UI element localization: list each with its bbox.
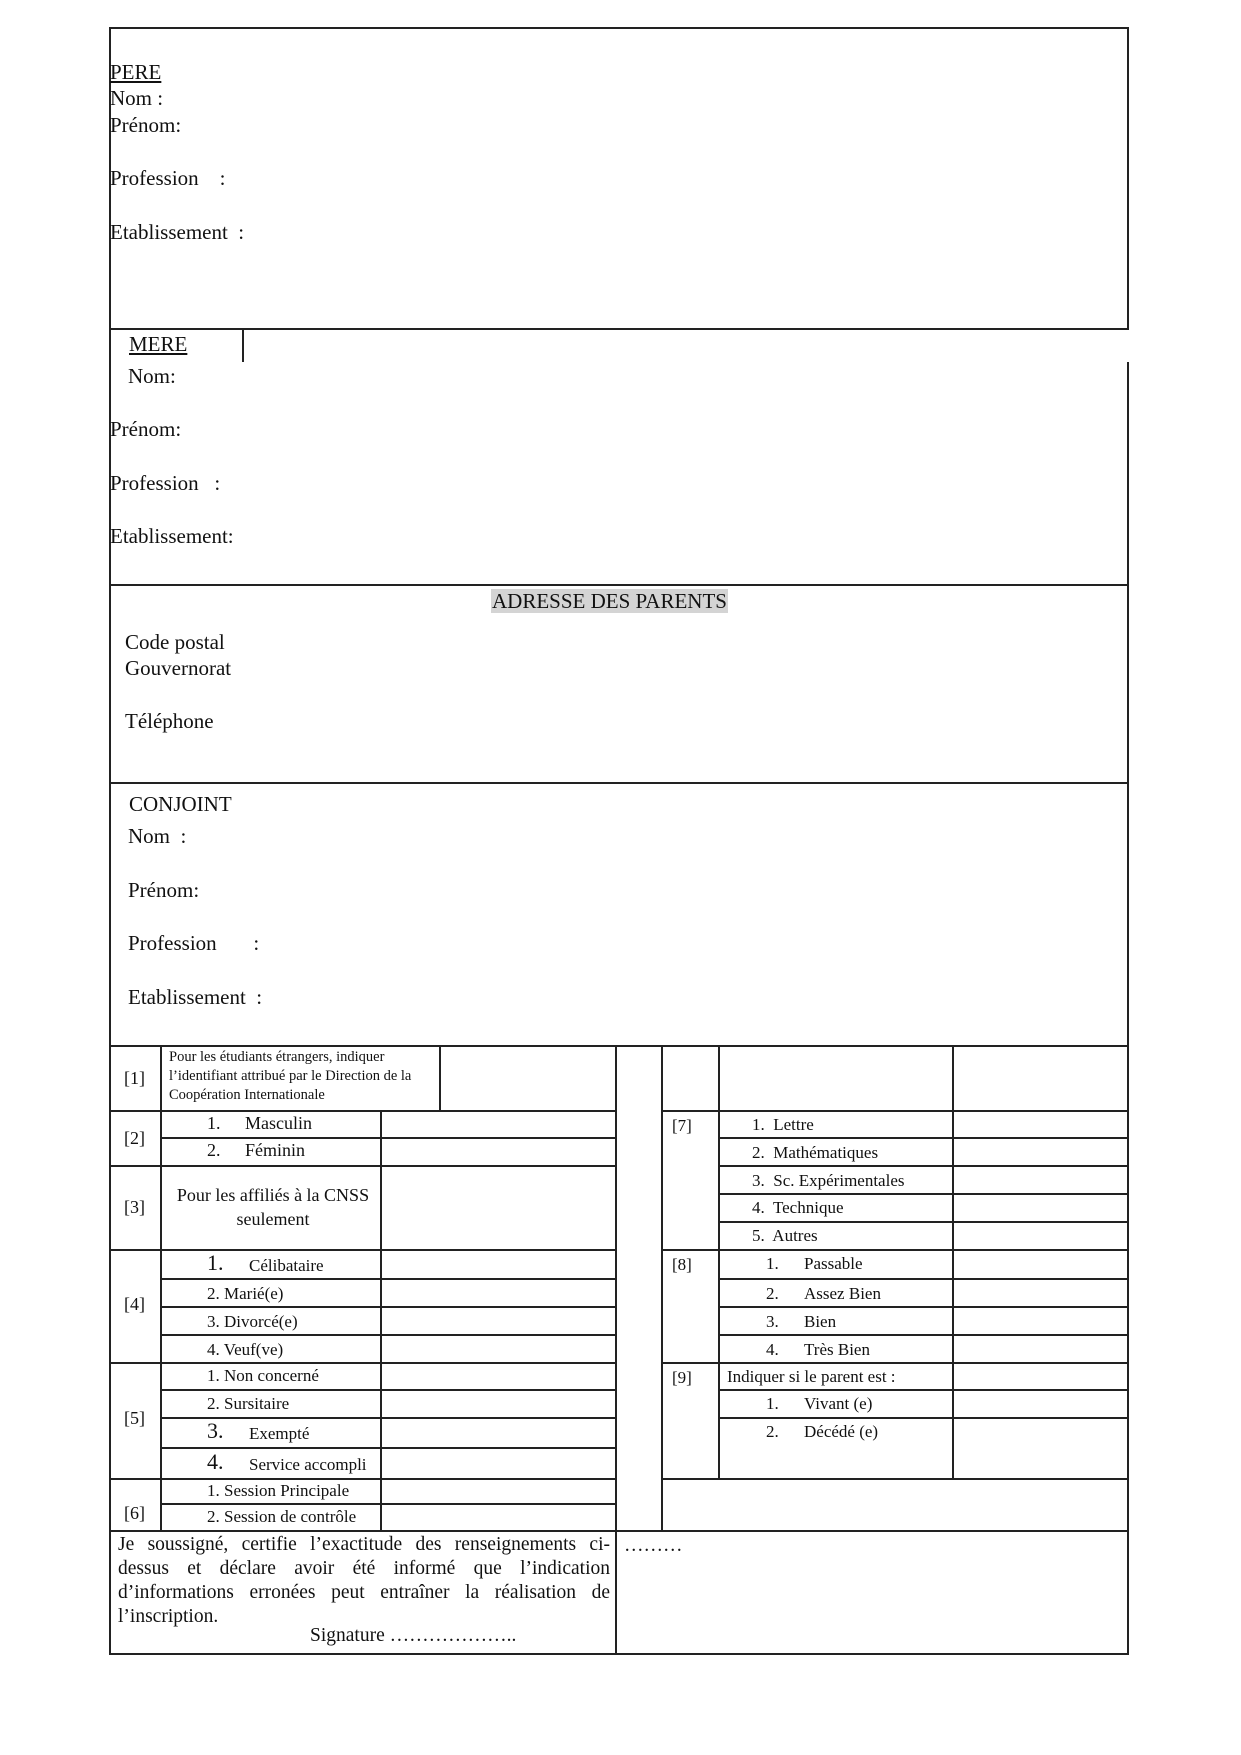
mere-etablissement-label: Etablissement:: [110, 524, 234, 548]
code-7-opt3: 3. Sc. Expérimentales: [752, 1171, 905, 1190]
code-9-opt2: Décédé (e): [804, 1422, 879, 1441]
declaration-dots: ………: [624, 1535, 683, 1556]
code-2-opt2: Féminin: [245, 1140, 306, 1160]
code-6-opt1: 1. Session Principale: [207, 1481, 350, 1500]
code-4-opt1-num: 1.: [207, 1250, 224, 1275]
code-9-opt1-num: 1.: [766, 1394, 779, 1413]
conjoint-prenom-label: Prénom:: [128, 878, 200, 902]
code-4-opt4: 4. Veuf(ve): [207, 1340, 284, 1359]
mere-title: MERE: [129, 332, 188, 356]
code-7-opt5: 5. Autres: [752, 1226, 818, 1245]
pere-prenom-label: Prénom:: [110, 113, 182, 137]
code-8-opt4: Très Bien: [804, 1340, 870, 1359]
code-9-opt2-num: 2.: [766, 1422, 779, 1441]
adresse-title: ADRESSE DES PARENTS: [492, 589, 727, 613]
code-5-opt1: 1. Non concerné: [207, 1366, 319, 1385]
conjoint-profession-label: Profession :: [128, 931, 260, 955]
code-6-opt2: 2. Session de contrôle: [207, 1507, 357, 1526]
code-8-opt3-num: 3.: [766, 1312, 779, 1331]
code-3-text: Pour les affiliés à la CNSS seulement: [176, 1185, 370, 1229]
code-5-opt4-num: 4.: [207, 1449, 224, 1474]
code-5-opt4: Service accompli: [249, 1455, 367, 1474]
code-2-opt2-num: 2.: [207, 1140, 221, 1160]
code-8-opt2-num: 2.: [766, 1284, 779, 1303]
gouvernorat-label: Gouvernorat: [125, 656, 232, 680]
conjoint-etablissement-label: Etablissement :: [128, 985, 263, 1009]
code-9-opt1: Vivant (e): [804, 1394, 873, 1413]
code-5-opt2: 2. Sursitaire: [207, 1394, 290, 1413]
declaration-text: Je soussigné, certifie l’exactitude des renseignements ci-dessus et déclare avoir été informé que l’indication d’informations erronées peut entraîner la réalisation de l’inscription.: [118, 1534, 610, 1627]
code-5-label: [5]: [124, 1408, 145, 1428]
code-8-opt2: Assez Bien: [804, 1284, 881, 1303]
code-postal-label: Code postal: [125, 630, 225, 654]
code-2-opt1: Masculin: [245, 1113, 312, 1133]
pere-nom-label: Nom :: [110, 86, 164, 110]
telephone-label: Téléphone: [125, 709, 214, 733]
code-4-opt3: 3. Divorcé(e): [207, 1312, 298, 1331]
conjoint-nom-label: Nom :: [128, 824, 187, 848]
code-6-label: [6]: [124, 1503, 145, 1523]
code-8-label: [8]: [672, 1255, 692, 1274]
code-4-label: [4]: [124, 1294, 145, 1314]
code-7-opt4: 4. Technique: [752, 1198, 844, 1217]
code-7-label: [7]: [672, 1116, 692, 1135]
code-8-opt1-num: 1.: [766, 1254, 779, 1273]
code-7-opt1: 1. Lettre: [752, 1115, 814, 1134]
code-4-opt1: Célibataire: [249, 1256, 324, 1275]
code-9-label: [9]: [672, 1368, 692, 1387]
code-8-opt1: Passable: [804, 1254, 863, 1273]
mere-profession-label: Profession :: [110, 471, 221, 495]
pere-profession-label: Profession :: [110, 166, 226, 190]
code-4-opt2: 2. Marié(e): [207, 1284, 284, 1303]
code-8-opt3: Bien: [804, 1312, 837, 1331]
code-3-label: [3]: [124, 1197, 145, 1217]
pere-title: PERE: [110, 60, 162, 84]
mere-nom-label: Nom:: [128, 364, 176, 388]
code-8-opt4-num: 4.: [766, 1340, 779, 1359]
code-1-text: Pour les étudiants étrangers, indiquer l’identifiant attribué par le Direction de la Coopération Internationale: [169, 1049, 412, 1103]
code-5-opt3-num: 3.: [207, 1418, 224, 1443]
conjoint-title: CONJOINT: [129, 792, 232, 816]
code-9-text: Indiquer si le parent est :: [727, 1367, 896, 1386]
signature-line: Signature ………………..: [310, 1625, 517, 1646]
pere-etablissement-label: Etablissement :: [110, 220, 245, 244]
code-7-opt2: 2. Mathématiques: [752, 1143, 879, 1162]
code-2-label: [2]: [124, 1128, 145, 1148]
code-1-label: [1]: [124, 1068, 145, 1088]
code-2-opt1-num: 1.: [207, 1113, 221, 1133]
mere-prenom-label: Prénom:: [110, 417, 182, 441]
code-5-opt3: Exempté: [249, 1424, 310, 1443]
